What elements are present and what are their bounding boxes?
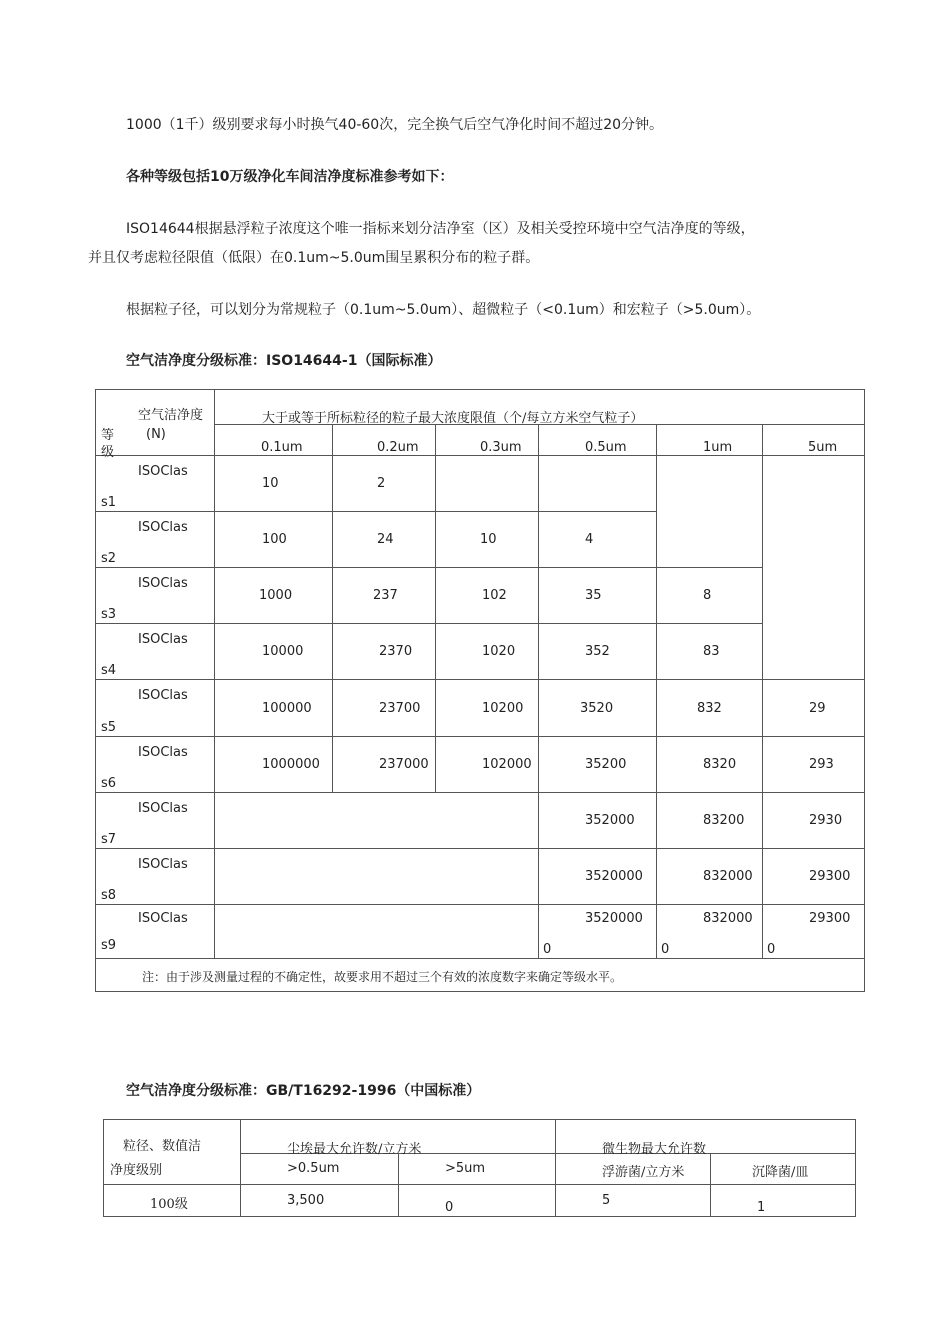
table-cell: [333, 512, 436, 568]
cell-text: 1000: [259, 588, 293, 603]
cell-text: 5: [602, 1193, 611, 1208]
table-cell: [96, 793, 215, 849]
table-cell: [333, 680, 436, 737]
cell-text: 3520: [580, 701, 614, 716]
table-cell: [539, 456, 657, 512]
corner-n: (N): [146, 427, 166, 442]
cell-text: 832000: [703, 911, 753, 926]
table-cell: [436, 512, 539, 568]
cell-text: 1000000: [262, 757, 320, 772]
paragraph-grade-intro: 各种等级包括10万级净化车间洁净度标准参考如下：: [126, 169, 454, 185]
cell-text: 102000: [482, 757, 532, 772]
table-cell: [657, 793, 763, 849]
cell-text: 100: [262, 532, 287, 547]
cell-text: 102: [482, 588, 507, 603]
table-cell: [436, 568, 539, 624]
cell-text: 0: [445, 1200, 454, 1215]
table-cell: [333, 624, 436, 680]
table-cell: [215, 512, 333, 568]
table-cell: [539, 512, 657, 568]
paragraph-particle-types: 根据粒子径，可以划分为常规粒子（0.1um~5.0um）、超微粒子（<0.1um）和宏粒子（>5.0um）。: [126, 302, 761, 318]
table-cell: [333, 456, 436, 512]
table-cell: [539, 737, 657, 793]
cell-text: 293: [809, 757, 834, 772]
table-cell: [96, 905, 215, 959]
table-row: [96, 793, 865, 849]
table-cell: [763, 849, 865, 905]
cell-text: >0.5um: [287, 1161, 340, 1176]
table-cell: [539, 624, 657, 680]
table-row: [96, 568, 865, 624]
table-cell: [657, 737, 763, 793]
gb-micro-header: [556, 1120, 856, 1157]
table-cell: [215, 849, 539, 905]
table-cell: [556, 1185, 711, 1217]
table-cell: [711, 1185, 856, 1217]
cell-text: 2370: [379, 644, 413, 659]
table-cell: [215, 680, 333, 737]
cell-text: 0.3um: [480, 440, 522, 455]
cell-text: ISOClas: [138, 745, 188, 760]
table-row: [104, 1185, 856, 1217]
cell-text: 352: [585, 644, 610, 659]
table-cell: [657, 680, 763, 737]
cell-text: 8: [703, 588, 712, 603]
cell-text: 0.2um: [377, 440, 419, 455]
cell-text: 1020: [482, 644, 516, 659]
table-row: [96, 737, 865, 793]
cell-text: 35: [585, 588, 602, 603]
table-cell: [215, 905, 539, 959]
table-cell: [241, 1185, 399, 1217]
table-cell: [436, 456, 539, 512]
cell-text: 35200: [585, 757, 627, 772]
table-cell: [215, 624, 333, 680]
gb-sub-header: [399, 1154, 556, 1185]
table-row: [96, 905, 865, 959]
cell-text: 2: [377, 476, 386, 491]
cell-text: 8320: [703, 757, 737, 772]
cell-text: 3520000: [585, 911, 643, 926]
cell-text: 3,500: [287, 1193, 325, 1208]
table-cell: [539, 905, 657, 959]
table-cell: [539, 849, 657, 905]
cell-text: 352000: [585, 813, 635, 828]
cell-text: 237: [373, 588, 398, 603]
cell-text: s3: [101, 607, 117, 622]
table-cell: [763, 793, 865, 849]
table-cell: [399, 1185, 556, 1217]
table-cell: [104, 1185, 241, 1217]
table-row: [96, 849, 865, 905]
cell-text: 粒径、数值洁: [123, 1139, 202, 1154]
cell-text: 0.1um: [261, 440, 303, 455]
cell-text: s2: [101, 551, 117, 566]
iso-table-note: [96, 959, 865, 992]
table-cell: [657, 624, 763, 680]
table-cell: [436, 680, 539, 737]
iso-span-header: [215, 390, 865, 425]
cell-text: 微生物最大允许数: [602, 1142, 707, 1157]
size-header: [763, 425, 865, 456]
cell-text: ISOClas: [138, 632, 188, 647]
cell-text: s7: [101, 832, 117, 847]
table-cell: [96, 456, 215, 512]
cell-text: s5: [101, 720, 117, 735]
table-cell: [96, 512, 215, 568]
table-cell: [96, 737, 215, 793]
cell-text: 237000: [379, 757, 429, 772]
table-cell: [96, 680, 215, 737]
table-row: [96, 680, 865, 737]
gb-table-heading: 空气洁净度分级标准：GB/T16292-1996（中国标准）: [126, 1083, 481, 1099]
table-cell: [215, 568, 333, 624]
gb-sub-header: [711, 1154, 856, 1185]
size-header: [436, 425, 539, 456]
table-cell: [96, 568, 215, 624]
size-header: [539, 425, 657, 456]
table-cell: [657, 849, 763, 905]
cell-text: ISOClas: [138, 576, 188, 591]
cell-text: s4: [101, 663, 117, 678]
cell-text: 23700: [379, 701, 421, 716]
paragraph-iso-desc-2: 并且仅考虑粒径限值（低限）在0.1um~5.0um围呈累积分布的粒子群。: [88, 250, 540, 266]
size-header: [657, 425, 763, 456]
table-cell: [539, 568, 657, 624]
cell-text: 尘埃最大允许数/立方米: [287, 1142, 422, 1157]
cell-text: 83: [703, 644, 720, 659]
gb-sub-header: [241, 1154, 399, 1185]
cell-text: 3520000: [585, 869, 643, 884]
table-row: [96, 624, 865, 680]
cell-text: 1um: [703, 440, 733, 455]
cell-text: 832000: [703, 869, 753, 884]
table-cell: [436, 624, 539, 680]
iso-table: [95, 389, 865, 992]
table-cell: [333, 737, 436, 793]
size-header: [215, 425, 333, 456]
table-cell: [657, 568, 763, 624]
table-row: [96, 456, 865, 512]
iso-table-heading: 空气洁净度分级标准：ISO14644-1（国际标准）: [126, 353, 442, 369]
table-cell: [96, 624, 215, 680]
cell-text: 100级: [150, 1197, 188, 1212]
cell-text: 4: [585, 532, 594, 547]
cell-text: 10200: [482, 701, 524, 716]
cell-text: 29: [809, 701, 826, 716]
cell-text: 2930: [809, 813, 843, 828]
table-cell: [436, 737, 539, 793]
cell-text: s6: [101, 776, 117, 791]
corner-air-cleanliness: 空气洁净度: [138, 408, 204, 423]
cell-text: 29300: [809, 869, 851, 884]
cell-text: ISOClas: [138, 464, 188, 479]
table-cell: [215, 737, 333, 793]
gb-sub-header: [556, 1154, 711, 1185]
table-cell: [333, 568, 436, 624]
cell-text: 0: [767, 942, 776, 957]
table-cell: [763, 456, 865, 680]
cell-text: 10: [480, 532, 497, 547]
table-cell: [763, 905, 865, 959]
cell-text: 0.5um: [585, 440, 627, 455]
cell-text: 10000: [262, 644, 304, 659]
cell-text: 沉降菌/皿: [752, 1165, 809, 1180]
corner-grade-2: 级: [101, 445, 115, 460]
cell-text: 29300: [809, 911, 851, 926]
cell-text: 大于或等于所标粒径的粒子最大浓度限值（个/每立方米空气粒子）: [262, 411, 644, 426]
cell-text: 注：由于涉及测量过程的不确定性，故要求用不超过三个有效的浓度数字来确定等级水平。: [142, 970, 623, 984]
table-cell: [539, 793, 657, 849]
cell-text: ISOClas: [138, 520, 188, 535]
cell-text: 0: [661, 942, 670, 957]
gb-dust-header: [241, 1120, 556, 1157]
cell-text: ISOClas: [138, 911, 188, 926]
paragraph-iso-desc-1: ISO14644根据悬浮粒子浓度这个唯一指标来划分洁净室（区）及相关受控环境中空气洁净度的等级，: [126, 221, 755, 237]
table-cell: [215, 456, 333, 512]
cell-text: 24: [377, 532, 394, 547]
table-cell: [763, 680, 865, 737]
cell-text: s8: [101, 888, 117, 903]
table-cell: [215, 793, 539, 849]
size-header: [333, 425, 436, 456]
gb-corner-cell: [104, 1120, 241, 1185]
cell-text: 10: [262, 476, 279, 491]
cell-text: 100000: [262, 701, 312, 716]
paragraph-air-change: 1000（1千）级别要求每小时换气40-60次，完全换气后空气净化时间不超过20分钟。: [126, 117, 664, 133]
table-cell: [657, 905, 763, 959]
cell-text: 净度级别: [110, 1163, 163, 1178]
table-cell: [539, 680, 657, 737]
cell-text: s9: [101, 938, 117, 953]
cell-text: 832: [697, 701, 722, 716]
cell-text: 1: [757, 1200, 766, 1215]
cell-text: >5um: [445, 1161, 486, 1176]
cell-text: 浮游菌/立方米: [602, 1165, 685, 1180]
table-cell: [763, 737, 865, 793]
cell-text: ISOClas: [138, 801, 188, 816]
cell-text: s1: [101, 495, 117, 510]
cell-text: 83200: [703, 813, 745, 828]
cell-text: ISOClas: [138, 857, 188, 872]
iso-corner-cell: [96, 390, 215, 460]
cell-text: 5um: [808, 440, 838, 455]
cell-text: 0: [543, 942, 552, 957]
cell-text: ISOClas: [138, 688, 188, 703]
gb-table: [103, 1119, 856, 1217]
table-cell: [657, 456, 763, 568]
table-cell: [96, 849, 215, 905]
corner-grade-1: 等: [101, 428, 115, 443]
